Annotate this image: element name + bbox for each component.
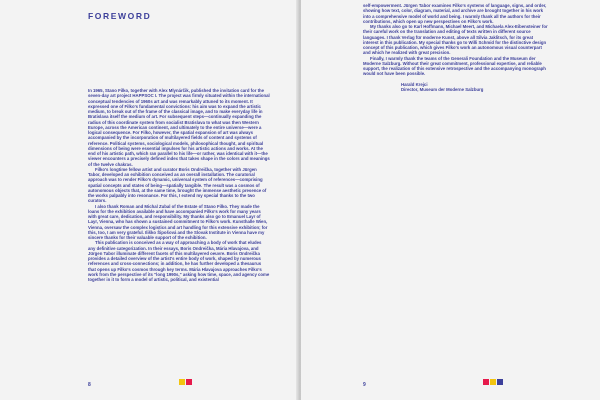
paragraph: I also thank Roman and Michal Zubal of the Estate of Stano Filko. They made the loans for the exhibition available and have accompanied Filko's work for many years with great care, dedication, and responsibility. My thanks also go to Emanuel Layr of Layr, Vienna, who has shown a sustained commitment to Filko's work. Kunsthalle Wien, Vienna, oversaw the complex logistics and art handling for this extensive exhibition; for this, too, I am very grateful. Iliško Šipošová and the Slovak Institute in Vienna have my sincere thanks for their valuable support of the exhibition. (88, 203, 268, 240)
signature-name: Harald Krejci (401, 81, 428, 87)
right-page (301, 0, 600, 400)
paragraph: Finally, I warmly thank the teams of the Generali Foundation and the Museum der Moderne Salzburg. Without their great commitment, professional expertise, and reliable support, the realization of this extensive retrospective and the accompanying monograph would not have been possible. (363, 55, 546, 77)
color-marks-right (483, 379, 503, 385)
paragraph: In 1965, Stano Filko, together with Alex Mlynárčik, published the invitation card for the seven-day art project HAPPSOC I. The project was firmly situated within the international conceptual tendencies of 1960s art and was remarkably attuned to its moment. It expressed one of Filko's fundamental convictions: his aim was to expand the artistic medium, to break out of the frame of the classical image, and to make everyday life in Bratislava itself the medium of art. For subsequent steps—continually expanding the radius of this coordinate system from socialist Bratislava to what was then Western Europe, across the American continent, and ultimately to the entire universe—were a logical consequence. For Filko, however, the spatial expansion of art was always accompanied by the incorporation of multilayered fields of content and systems of reference. Political systems, sociological models, philosophical thought, and spiritual dimensions of being were essential impulses for his artistic actions and works. At the end of his artistic path, which ran parallel to his life—or rather, was identical with it—the viewer encounters a precisely defined index that takes shape in the colors and meanings of the twelve chakras. (88, 88, 270, 167)
paragraph: Filko's longtime fellow artist and curator Boris Ondreička, together with Jürgen Tabor, developed an exhibition conceived as an overall installation. The curatorial approach was to render Filko's dynamic, universal system of references—comprising spatial concepts and states of being—spatially tangible. The result was a cosmos of autonomous objects that, at the same time, brought the immense aesthetic presence of the works palpably into resonance. For this, I extend my special thanks to the two curators. (88, 166, 267, 204)
red-square-mark (483, 379, 489, 385)
yellow-square-mark (179, 379, 185, 385)
paragraph: This publication is conceived as a way of approaching a body of work that eludes any definitive categorization. In their essays, Boris Ondreička, Mária Hlavajova, and Jürgen Tabor illuminate different facets of this multilayered oeuvre. Boris Ondreička provides a detailed overview of the artist's entire body of work, shaped by numerous references and cross-connections; in addition, he has further developed a thesaurus that opens up Filko's cosmos through key terms. Mária Hlavajova approaches Filko's work from the perspective of its "long 1990s," asking how time, space, and agency come together in it to form a model of artistic, political, and existential (88, 240, 270, 282)
yellow-square-mark (490, 379, 496, 385)
foreword-heading: FOREWORD (88, 11, 152, 21)
page-number-left: 8 (88, 382, 91, 388)
left-page (0, 0, 299, 400)
left-body-text (88, 88, 270, 282)
paragraph: My thanks also go to Karl Hoffmann, Michael Meert, and Michaela Alex-Eibensteiner for their careful work on the translation and editing of texts written in different source languages. I thank Verlag für moderne Kunst, above all Silvia Jaklitsch, for its great interest in this publication. My special thanks go to Willi Schmid for the distinctive design concept of this publication, which gives Filko's work an autonomous visual counterpart and which he realized with great precision. (363, 24, 548, 56)
signature-title: Director, Museum der Moderne Salzburg (401, 86, 484, 92)
right-body-text (363, 3, 548, 92)
paragraph: self-empowerment. Jürgen Tabor examines Filko's systems of language, signs, and order, showing how text, color, diagram, material, and archive are brought together in his work into a comprehensive model of world and being. I warmly thank all the authors for their contributions, which open up new perspectives on Filko's work. (363, 3, 547, 24)
page-number-right: 9 (363, 382, 366, 388)
color-marks-left (179, 379, 192, 385)
red-square-mark (186, 379, 192, 385)
blue-square-mark (497, 379, 503, 385)
